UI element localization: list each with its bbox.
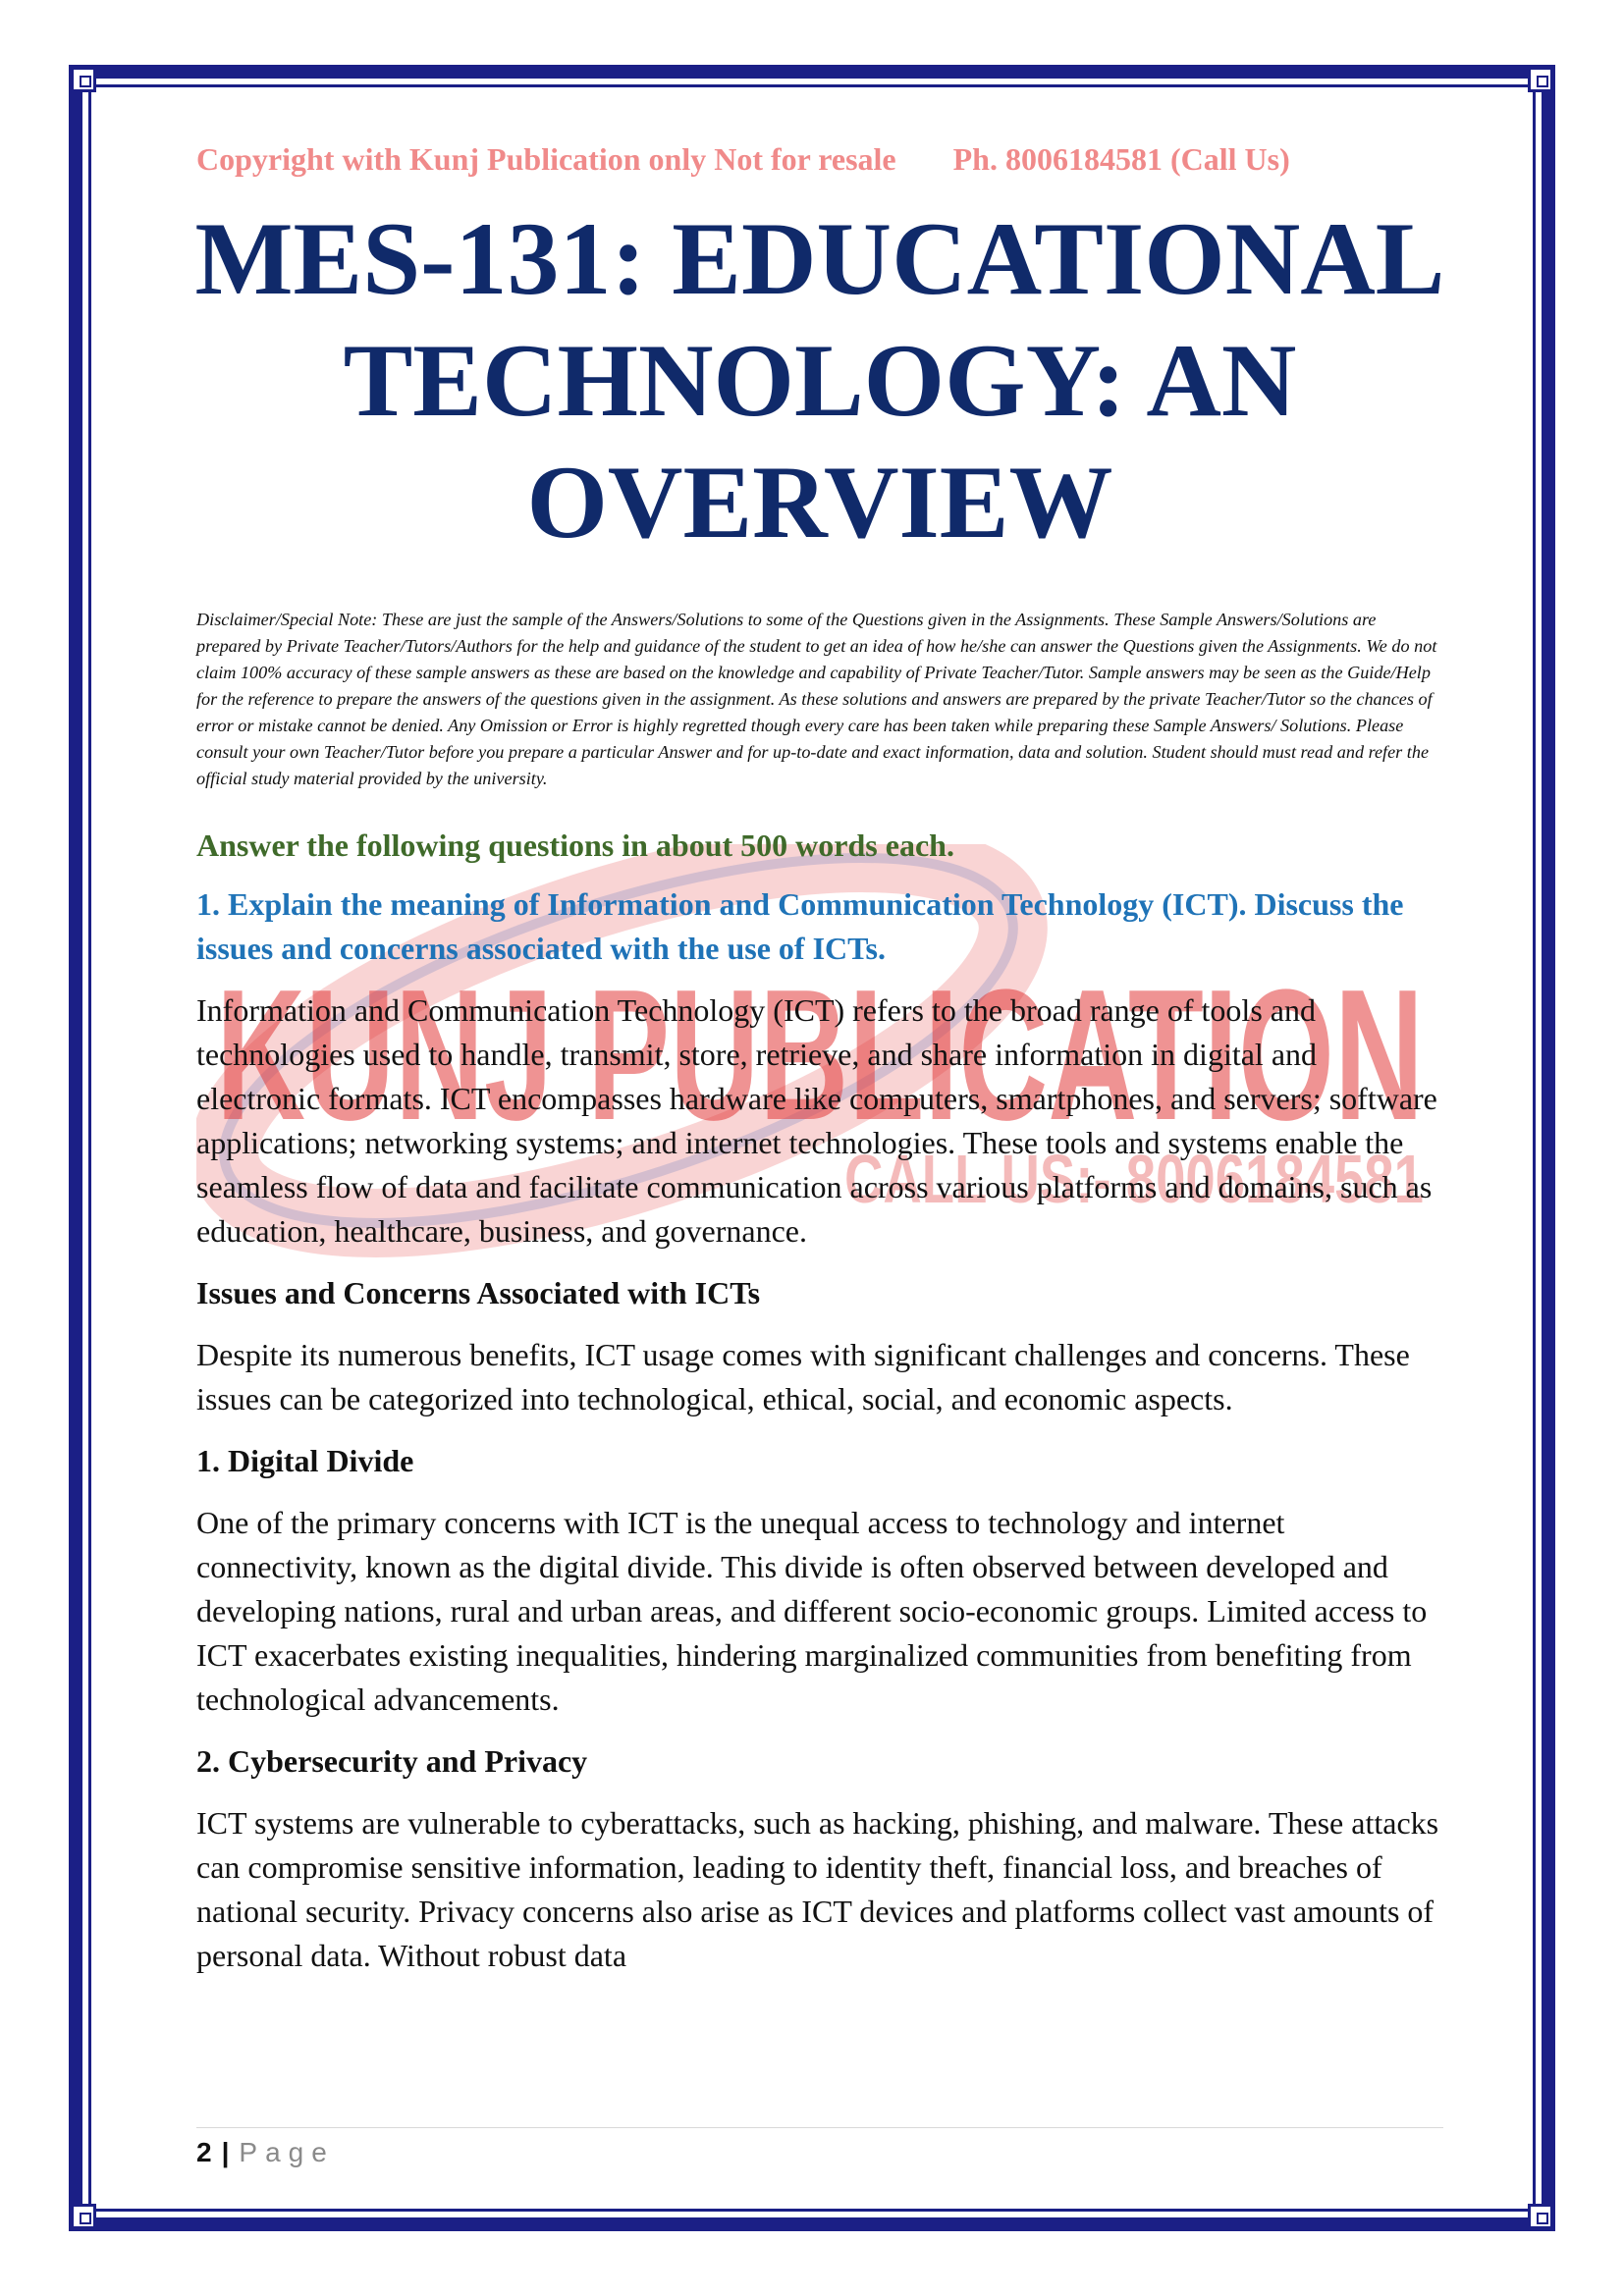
page-content [196,135,1443,1978]
cybersecurity-paragraph: ICT systems are vulnerable to cyberattacks, such as hacking, phishing, and malware. These attacks can compromise sensitive information, leading to identity theft, financial loss, and breaches of national security. Privacy concerns also arise as ICT devices and platforms collect vast amounts of personal data. Without robust data [196,1805,1439,1973]
copyright-text: Copyright with Kunj Publication only Not for resale [196,141,896,177]
issues-paragraph: Despite its numerous benefits, ICT usage comes with significant challenges and concerns. These issues can be categorized into technological, ethical, social, and economic aspects. [196,1337,1410,1416]
border-corner-ornament [71,67,96,92]
document-title [177,198,1463,563]
page-footer [196,2135,335,2170]
issues-heading: Issues and Concerns Associated with ICTs [196,1275,761,1310]
digital-divide-paragraph: One of the primary concerns with ICT is the unequal access to technology and internet connectivity, known as the digital divide. This divide is often observed between developed and developing nations, rural and urban areas, and different socio-economic groups. Limited access to ICT exacerbates existing inequalities, hindering marginalized communities from benefiting from technological advancements. [196,1505,1428,1717]
border-corner-ornament [1528,67,1553,92]
answer-intro-paragraph: Information and Communication Technology (ICT) refers to the broad range of tools and technologies used to handle, transmit, store, retrieve, and share information in digital and electronic formats. ICT encompasses hardware like computers, smartphones, and servers; software applications; networking systems; and internet technologies. These tools and systems enable the seamless flow of data and facilitate communication across various platforms and domains, such as education, healthcare, business, and governance. [196,992,1437,1249]
phone-number: Ph. 8006184581 (Call Us) [952,141,1290,177]
title-line: MES-131: EDUCATIONAL [194,201,1445,316]
disclaimer-note: Disclaimer/Special Note: These are just the sample of the Answers/Solutions to some of the Questions given in the Assignments. These Sample Answers/Solutions are prepared by Private Teacher/Tutors/Authors for the help and guidance of the student to get an idea of how he/she can answer the Questions given the Assignments. We do not claim 100% accuracy of these sample answers as these are based on the knowledge and capability of Private Teacher/Tutor. Sample answers may be seen as the Guide/Help for the reference to prepare the answers of the questions given in the assignment. As these solutions and answers are prepared by the private Teacher/Tutor so the chances of error or mistake cannot be denied. Any Omission or Error is highly regretted though every care has been taken while preparing these Sample Answers/ Solutions. Please consult your own Teacher/Tutor before you prepare a particular Answer and for up-to-date and exact information, data and solution. Student should must read and refer the official study material provided by the university. [196,610,1437,788]
page-label: Page [239,2137,335,2167]
footer-divider [196,2127,1443,2128]
title-line: TECHNOLOGY: AN [343,323,1297,438]
question-1: 1. Explain the meaning of Information and Communication Technology (ICT). Discuss the issues and concerns associated with the use of ICTs. [196,886,1404,966]
assignment-instruction: Answer the following questions in about 500 words each. [196,828,954,863]
watermark-call-text: CALL US:- 8006184581 [844,1141,1424,1217]
digital-divide-heading: 1. Digital Divide [196,1443,414,1478]
border-corner-ornament [1528,2204,1553,2229]
watermark-brand-text: KUNJ PUBLICATION [216,951,1424,1159]
page-number: 2 [196,2137,212,2167]
title-line: OVERVIEW [526,445,1113,560]
cybersecurity-heading: 2. Cybersecurity and Privacy [196,1743,588,1779]
copyright-header [196,135,1443,183]
border-corner-ornament [71,2204,96,2229]
footer-separator: | [221,2137,230,2167]
